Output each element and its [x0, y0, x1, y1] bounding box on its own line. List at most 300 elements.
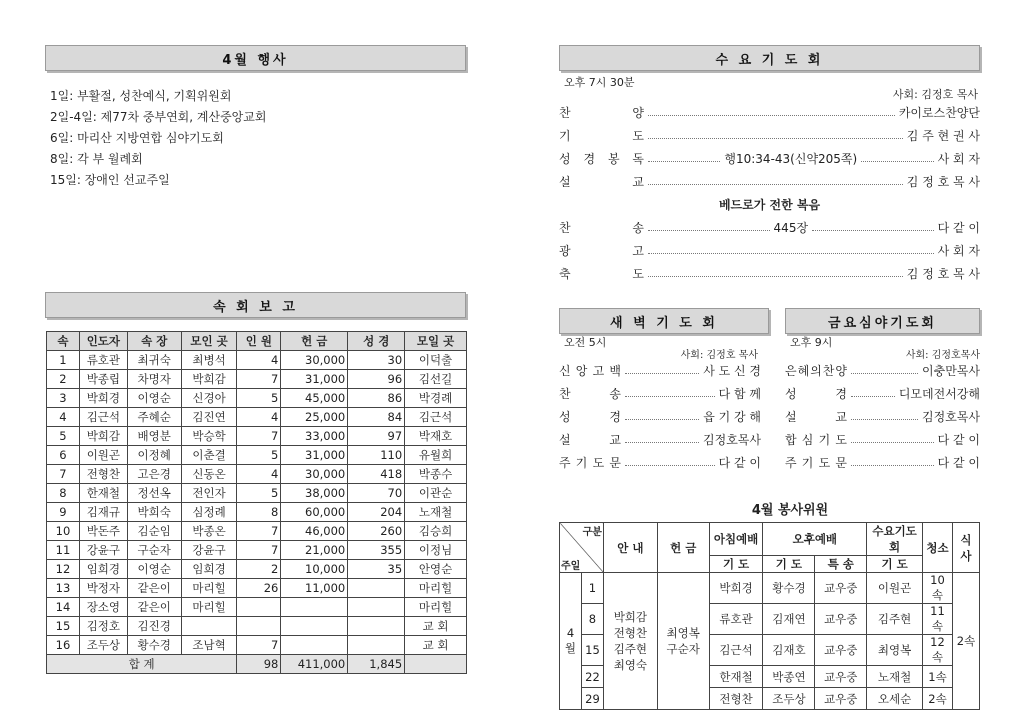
table-cell: 교 회	[405, 617, 467, 636]
table-cell: 7	[237, 370, 281, 389]
order-value: 다 같 이	[937, 221, 980, 235]
order-value: 읍 기 강 해	[703, 410, 761, 424]
volunteer-cell: 교우중	[815, 666, 867, 688]
order-dots	[625, 442, 699, 443]
offering-cell	[657, 573, 709, 710]
table-row	[47, 617, 467, 636]
table-cell: 86	[348, 389, 405, 408]
table-cell: 김승희	[405, 522, 467, 541]
order-row	[559, 262, 980, 285]
guide-name: 김주현	[613, 642, 648, 656]
table-cell: 10	[47, 522, 80, 541]
table-row	[47, 465, 467, 484]
table-cell	[281, 617, 348, 636]
table-row	[47, 370, 467, 389]
table-cell: 황수경	[127, 636, 181, 655]
offering-name: 구순자	[666, 642, 700, 656]
table-cell: 355	[348, 541, 405, 560]
table-cell: 33,000	[281, 427, 348, 446]
volunteer-cell: 1속	[923, 666, 953, 688]
prayer-header: 기 도	[867, 556, 923, 573]
table-cell: 7	[237, 541, 281, 560]
order-value: 다 함 께	[718, 387, 761, 401]
table-cell: 7	[237, 522, 281, 541]
table-cell: 26	[237, 579, 281, 598]
gubun-label: 구분	[582, 527, 602, 538]
volunteer-cell: 10속	[923, 573, 953, 604]
table-cell: 4	[237, 408, 281, 427]
order-dots	[625, 465, 715, 466]
guide-name: 전형찬	[613, 626, 648, 640]
table-cell: 안영순	[405, 560, 467, 579]
order-dots	[648, 161, 720, 162]
order-label: 축 도	[559, 267, 644, 281]
table-cell: 7	[237, 427, 281, 446]
events-header: 4월 행사	[45, 45, 466, 71]
order-row	[559, 359, 761, 382]
volunteer-cell: 2속	[923, 688, 953, 710]
volunteer-cell: 교우중	[815, 573, 867, 604]
table-cell: 신동온	[181, 465, 237, 484]
table-row	[47, 541, 467, 560]
table-cell	[237, 598, 281, 617]
friday-presider: 사회: 김정호목사	[905, 350, 980, 361]
event-item: 2일-4일: 제77차 중부연회, 계산중앙교회	[50, 110, 267, 124]
order-text: 행10:34-43(신약205쪽)	[724, 152, 858, 166]
order-row	[785, 359, 980, 382]
table-row	[560, 573, 980, 604]
table-cell: 박희감	[181, 370, 237, 389]
order-label: 성 경	[559, 410, 621, 424]
table-cell: 김순임	[127, 522, 181, 541]
table-cell: 박종립	[79, 370, 127, 389]
volunteer-cell: 류호관	[709, 604, 763, 635]
order-row	[559, 405, 761, 428]
order-label: 설 교	[559, 433, 621, 447]
volunteer-cell: 전형찬	[709, 688, 763, 710]
table-cell: 정선옥	[127, 484, 181, 503]
order-value: 김 주 현 권 사	[906, 129, 980, 143]
order-label: 주 기 도 문	[785, 456, 847, 470]
table-cell: 2	[47, 370, 80, 389]
volunteers-table	[559, 522, 980, 710]
order-label: 찬 송	[559, 221, 644, 235]
sunday-date: 22	[581, 666, 603, 688]
table-cell: 차명자	[127, 370, 181, 389]
order-row	[559, 101, 980, 124]
volunteer-cell: 한재철	[709, 666, 763, 688]
table-cell: 110	[348, 446, 405, 465]
ju-label: 주일	[561, 561, 581, 572]
sunday-date: 1	[581, 573, 603, 604]
total-people: 98	[237, 655, 281, 674]
cleaning-header: 청소	[923, 523, 953, 573]
table-row	[47, 522, 467, 541]
table-cell: 김근석	[405, 408, 467, 427]
order-label: 성 경	[785, 387, 847, 401]
prayer-header: 기 도	[709, 556, 763, 573]
table-cell: 주혜순	[127, 408, 181, 427]
sunday-date: 29	[581, 688, 603, 710]
table-cell: 이영순	[127, 560, 181, 579]
table-row	[47, 579, 467, 598]
table-cell: 신경아	[181, 389, 237, 408]
table-cell: 418	[348, 465, 405, 484]
order-row	[785, 405, 980, 428]
order-dots	[851, 442, 934, 443]
order-value: 사 회 자	[937, 244, 980, 258]
table-cell: 4	[47, 408, 80, 427]
table-cell: 박종수	[405, 465, 467, 484]
table-cell: 같은이	[127, 598, 181, 617]
table-cell	[348, 579, 405, 598]
table-cell	[281, 636, 348, 655]
table-cell: 11	[47, 541, 80, 560]
col-header: 모일 곳	[405, 332, 467, 351]
total-offering: 411,000	[281, 655, 348, 674]
table-cell: 84	[348, 408, 405, 427]
table-cell: 31,000	[281, 446, 348, 465]
table-cell: 조남혁	[181, 636, 237, 655]
table-cell: 박희숙	[127, 503, 181, 522]
volunteer-cell: 노재철	[867, 666, 923, 688]
order-value: 다 같 이	[937, 456, 980, 470]
volunteers-body	[560, 573, 980, 710]
volunteer-cell: 이원곤	[867, 573, 923, 604]
order-dots	[648, 115, 895, 116]
order-value: 카이로스찬양단	[898, 106, 980, 120]
order-row	[559, 147, 980, 170]
order-value: 다 같 이	[718, 456, 761, 470]
table-row	[47, 598, 467, 617]
table-cell: 김진경	[127, 617, 181, 636]
table-cell: 김진연	[181, 408, 237, 427]
col-header: 성 경	[348, 332, 405, 351]
order-dots	[625, 419, 699, 420]
table-cell: 박정자	[79, 579, 127, 598]
table-cell: 11,000	[281, 579, 348, 598]
order-label: 찬 송	[559, 387, 621, 401]
table-cell: 유월희	[405, 446, 467, 465]
events-list	[46, 86, 466, 191]
table-cell: 97	[348, 427, 405, 446]
event-item: 15일: 장애인 선교주일	[50, 173, 170, 187]
table-cell: 노재철	[405, 503, 467, 522]
volunteer-cell: 김주현	[867, 604, 923, 635]
table-cell: 교 회	[405, 636, 467, 655]
volunteer-cell: 김재연	[763, 604, 815, 635]
dawn-header: 새 벽 기 도 회	[559, 308, 769, 334]
volunteer-cell: 김근석	[709, 635, 763, 666]
order-label: 기 도	[559, 129, 644, 143]
sokhoe-table	[46, 331, 467, 674]
wednesday-time: 오후 7시 30분	[564, 76, 635, 89]
table-cell: 이정혜	[127, 446, 181, 465]
table-cell: 마리힐	[181, 598, 237, 617]
total-empty	[405, 655, 467, 674]
table-cell: 5	[237, 484, 281, 503]
table-cell: 박종온	[181, 522, 237, 541]
order-dots	[851, 373, 918, 374]
sokhoe-header: 속 회 보 고	[45, 292, 466, 318]
table-cell: 박재호	[405, 427, 467, 446]
wednesday-header: 수 요 기 도 회	[559, 45, 980, 71]
order-row	[785, 382, 980, 405]
table-cell: 심정례	[181, 503, 237, 522]
table-cell: 박경례	[405, 389, 467, 408]
order-dots	[812, 230, 934, 231]
table-cell: 임희경	[181, 560, 237, 579]
table-row	[47, 636, 467, 655]
table-cell	[181, 617, 237, 636]
table-cell: 5	[237, 389, 281, 408]
order-dots	[648, 138, 903, 139]
meal-cell: 2속	[952, 573, 979, 710]
table-cell: 류호관	[79, 351, 127, 370]
offering-name: 최영복	[666, 626, 700, 640]
wednesday-order-1	[559, 101, 980, 193]
friday-time: 오후 9시	[790, 336, 833, 349]
table-cell: 전인자	[181, 484, 237, 503]
table-cell: 38,000	[281, 484, 348, 503]
sokhoe-body	[47, 351, 467, 655]
sunday-date: 8	[581, 604, 603, 635]
table-cell: 장소영	[79, 598, 127, 617]
table-cell: 35	[348, 560, 405, 579]
table-cell: 김재규	[79, 503, 127, 522]
table-cell: 전형찬	[79, 465, 127, 484]
table-cell: 이춘결	[181, 446, 237, 465]
table-cell: 60,000	[281, 503, 348, 522]
table-cell: 46,000	[281, 522, 348, 541]
order-label: 광 고	[559, 244, 644, 258]
order-value: 사 회 자	[937, 152, 981, 166]
order-value: 김정호목사	[703, 433, 761, 447]
sermon-title: 베드로가 전한 복음	[718, 198, 821, 212]
table-cell: 8	[47, 484, 80, 503]
col-header: 모인 곳	[181, 332, 237, 351]
table-row	[47, 484, 467, 503]
wednesday-presider: 사회: 김정호 목사	[892, 88, 978, 101]
table-cell: 30,000	[281, 465, 348, 484]
order-dots	[851, 419, 918, 420]
order-value: 김정호목사	[922, 410, 980, 424]
order-dots	[648, 276, 903, 277]
table-cell: 임희경	[79, 560, 127, 579]
table-cell: 3	[47, 389, 80, 408]
table-cell: 이정님	[405, 541, 467, 560]
table-cell: 30,000	[281, 351, 348, 370]
order-dots	[851, 396, 895, 397]
table-cell: 10,000	[281, 560, 348, 579]
table-cell: 7	[237, 636, 281, 655]
table-cell: 고은경	[127, 465, 181, 484]
table-cell: 204	[348, 503, 405, 522]
table-cell: 조두상	[79, 636, 127, 655]
table-cell: 12	[47, 560, 80, 579]
order-row	[559, 451, 761, 474]
volunteer-cell: 교우중	[815, 635, 867, 666]
table-cell: 강윤구	[79, 541, 127, 560]
order-label: 찬 양	[559, 106, 644, 120]
table-cell	[348, 636, 405, 655]
volunteer-cell: 박종연	[763, 666, 815, 688]
volunteer-cell: 조두상	[763, 688, 815, 710]
table-cell: 6	[47, 446, 80, 465]
wednesday-order-2	[559, 216, 980, 285]
table-cell: 13	[47, 579, 80, 598]
order-value: 사 도 신 경	[703, 364, 761, 378]
table-cell: 이덕출	[405, 351, 467, 370]
volunteer-cell: 12속	[923, 635, 953, 666]
event-item: 6일: 마리산 지방연합 심야기도회	[50, 131, 224, 145]
corner-cell	[560, 523, 604, 573]
order-label: 신 앙 고 백	[559, 364, 621, 378]
table-row	[47, 503, 467, 522]
table-cell: 1	[47, 351, 80, 370]
volunteer-cell: 11속	[923, 604, 953, 635]
dawn-order	[559, 359, 761, 474]
table-cell: 5	[237, 446, 281, 465]
volunteer-cell: 김재호	[763, 635, 815, 666]
volunteers-title: 4월 봉사위원	[751, 503, 829, 518]
event-item: 1일: 부활절, 성찬예식, 기획위원회	[50, 89, 232, 103]
total-row	[47, 655, 467, 674]
table-cell: 4	[237, 465, 281, 484]
table-cell	[348, 617, 405, 636]
col-header: 인도자	[79, 332, 127, 351]
col-header: 헌 금	[281, 332, 348, 351]
month-cell: 4월	[560, 573, 582, 710]
order-row	[559, 170, 980, 193]
order-dots	[851, 465, 934, 466]
table-cell: 김선길	[405, 370, 467, 389]
order-label: 주 기 도 문	[559, 456, 621, 470]
col-header: 속 장	[127, 332, 181, 351]
order-dots	[625, 373, 699, 374]
table-cell: 15	[47, 617, 80, 636]
table-cell: 박돈주	[79, 522, 127, 541]
dawn-time: 오전 5시	[564, 336, 607, 349]
table-cell: 14	[47, 598, 80, 617]
special-header: 특 송	[815, 556, 867, 573]
table-row	[47, 389, 467, 408]
table-row	[47, 351, 467, 370]
order-dots	[648, 184, 903, 185]
col-header: 속	[47, 332, 80, 351]
table-row	[47, 408, 467, 427]
order-row	[559, 239, 980, 262]
table-cell: 이관순	[405, 484, 467, 503]
table-cell: 마리힐	[405, 579, 467, 598]
table-cell: 5	[47, 427, 80, 446]
order-dots	[648, 253, 934, 254]
order-value: 이충만목사	[922, 364, 980, 378]
table-cell: 25,000	[281, 408, 348, 427]
table-cell: 4	[237, 351, 281, 370]
friday-order	[785, 359, 980, 474]
volunteer-cell: 박희경	[709, 573, 763, 604]
volunteer-cell: 교우중	[815, 604, 867, 635]
table-cell: 배영분	[127, 427, 181, 446]
table-cell: 2	[237, 560, 281, 579]
col-header: 인 원	[237, 332, 281, 351]
table-cell: 21,000	[281, 541, 348, 560]
order-row	[559, 428, 761, 451]
order-value: 김 정 호 목 사	[906, 175, 980, 189]
order-row	[559, 216, 980, 239]
volunteer-cell: 오세순	[867, 688, 923, 710]
sunday-date: 15	[581, 635, 603, 666]
table-cell: 박희감	[79, 427, 127, 446]
order-dots	[861, 161, 933, 162]
table-cell: 8	[237, 503, 281, 522]
order-value: 디모데전서강해	[898, 387, 980, 401]
order-label: 설 교	[559, 175, 644, 189]
table-cell: 최병석	[181, 351, 237, 370]
table-cell: 260	[348, 522, 405, 541]
order-dots	[648, 230, 770, 231]
order-label: 성 경 봉 독	[559, 152, 644, 166]
order-row	[559, 382, 761, 405]
table-cell: 45,000	[281, 389, 348, 408]
table-cell: 이원곤	[79, 446, 127, 465]
volunteer-cell: 황수경	[763, 573, 815, 604]
table-cell: 31,000	[281, 370, 348, 389]
table-cell: 9	[47, 503, 80, 522]
table-cell: 70	[348, 484, 405, 503]
table-cell: 김근석	[79, 408, 127, 427]
guide-cell	[603, 573, 657, 710]
table-row	[47, 560, 467, 579]
guide-name: 최영숙	[613, 658, 648, 672]
table-cell: 김정호	[79, 617, 127, 636]
table-cell: 구순자	[127, 541, 181, 560]
meal-header: 식사	[952, 523, 979, 573]
order-row	[559, 124, 980, 147]
table-cell: 최귀숙	[127, 351, 181, 370]
table-cell	[237, 617, 281, 636]
table-cell: 7	[47, 465, 80, 484]
prayer-header: 기 도	[763, 556, 815, 573]
table-cell: 이영순	[127, 389, 181, 408]
order-label: 설 교	[785, 410, 847, 424]
total-label: 합 계	[47, 655, 237, 674]
total-bible: 1,845	[348, 655, 405, 674]
table-cell: 한재철	[79, 484, 127, 503]
volunteer-cell: 교우중	[815, 688, 867, 710]
guide-header: 안 내	[603, 523, 657, 573]
table-cell: 마리힐	[181, 579, 237, 598]
table-cell: 30	[348, 351, 405, 370]
offering-header: 헌 금	[657, 523, 709, 573]
table-cell: 강윤구	[181, 541, 237, 560]
dawn-presider: 사회: 김정호 목사	[680, 350, 758, 361]
order-label: 은 혜 의 찬 양	[785, 364, 847, 378]
morning-header: 아침예배	[709, 523, 763, 556]
order-row	[785, 428, 980, 451]
event-item: 8일: 각 부 월례회	[50, 152, 143, 166]
table-cell	[281, 598, 348, 617]
table-cell: 16	[47, 636, 80, 655]
order-dots	[625, 396, 715, 397]
table-row	[47, 446, 467, 465]
table-cell: 박승학	[181, 427, 237, 446]
order-row	[785, 451, 980, 474]
afternoon-header: 오후예배	[763, 523, 867, 556]
wednesday-header-cell: 수요기도회	[867, 523, 923, 556]
table-row	[47, 427, 467, 446]
